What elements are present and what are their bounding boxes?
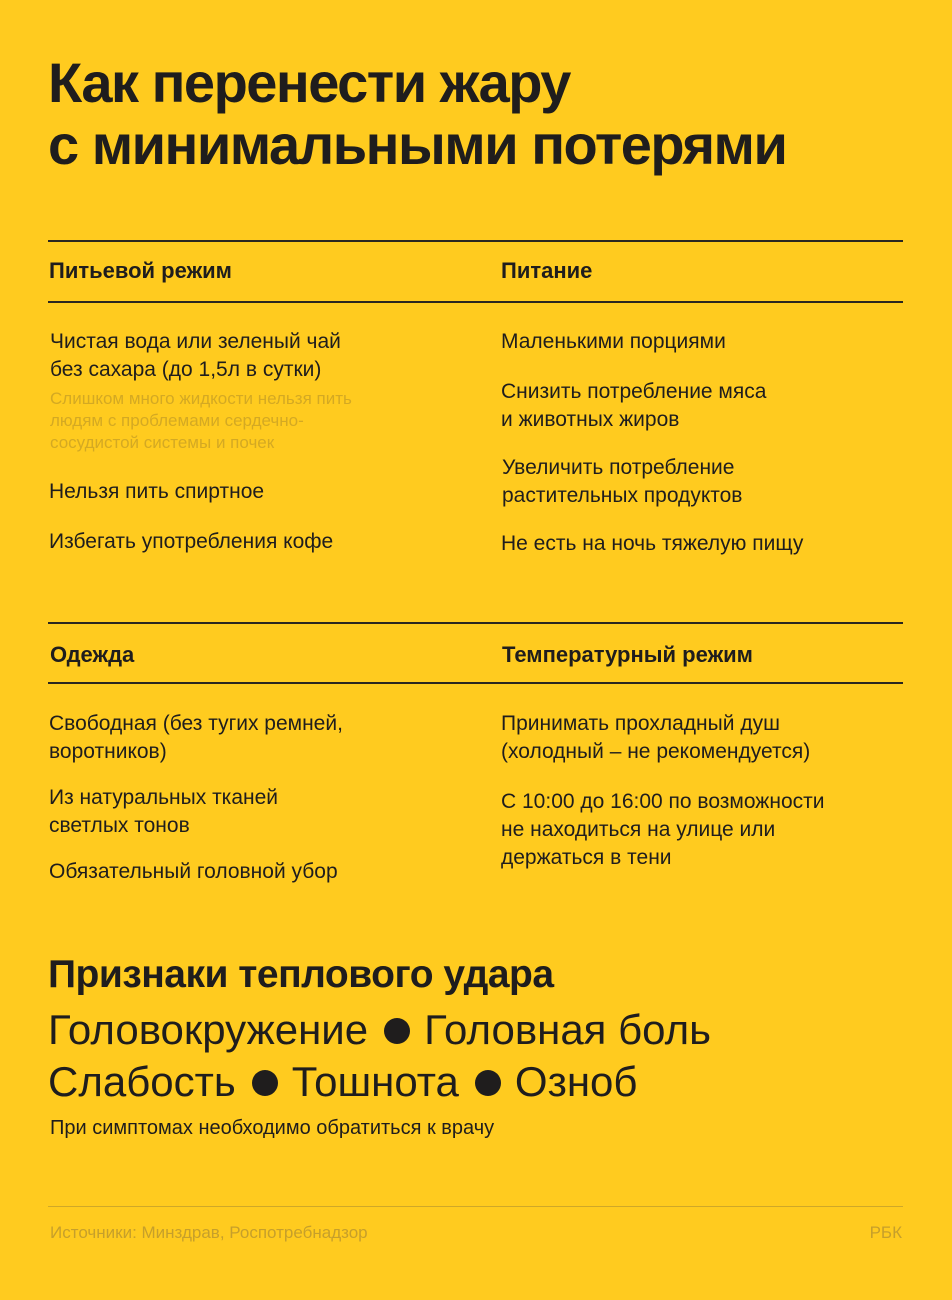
food-item-3: Увеличить потребление растительных продуктов	[502, 456, 743, 507]
temperature-item-1: Принимать прохладный душ (холодный – не рекомендуется)	[501, 712, 811, 763]
bullet-dot-icon	[384, 1018, 410, 1044]
divider-middle	[48, 622, 903, 624]
symptoms-line-1	[48, 1004, 711, 1056]
symptom: Слабость	[48, 1058, 236, 1105]
heatstroke-advice: При симптомах необходимо обратиться к врачу	[50, 1117, 495, 1139]
food-item-2: Снизить потребление мяса и животных жиров	[501, 380, 767, 431]
clothing-item-3: Обязательный головной убор	[49, 860, 338, 883]
clothing-item-2: Из натуральных тканей светлых тонов	[49, 786, 279, 837]
heading-clothing: Одежда	[50, 642, 135, 667]
drinking-item-2: Нельзя пить спиртное	[49, 480, 265, 503]
heading-food: Питание	[501, 258, 593, 283]
brand-logo: РБК	[869, 1223, 902, 1242]
bullet-dot-icon	[475, 1070, 501, 1096]
symptom: Озноб	[514, 1058, 638, 1105]
symptoms-line-2	[48, 1056, 637, 1108]
sources: Источники: Минздрав, Роспотребнадзор	[50, 1223, 368, 1242]
bullet-dot-icon	[252, 1070, 278, 1096]
divider-under-headings-2	[48, 682, 903, 684]
heatstroke-title: Признаки теплового удара	[48, 953, 554, 996]
page-title-line-2: с минимальными потерями	[48, 113, 787, 176]
food-item-1: Маленькими порциями	[501, 330, 726, 353]
symptom: Головная боль	[424, 1006, 711, 1053]
symptom: Головокружение	[48, 1006, 369, 1053]
footer-divider	[48, 1206, 903, 1207]
drinking-warning-note: Слишком много жидкости нельзя пить людям с проблемами сердечно- сосудистой системы и почек	[50, 389, 352, 452]
divider-top	[48, 240, 903, 242]
page-title	[48, 52, 918, 176]
heading-drinking: Питьевой режим	[49, 258, 232, 283]
drinking-item-3: Избегать употребления кофе	[49, 530, 334, 553]
page-title-line-1: Как перенести жару	[48, 51, 570, 114]
heading-temperature: Температурный режим	[502, 642, 753, 667]
divider-under-headings-1	[48, 301, 903, 303]
drinking-item-1: Чистая вода или зеленый чай без сахара (до 1,5л в сутки)	[50, 330, 341, 381]
symptom: Тошнота	[291, 1058, 459, 1105]
clothing-item-1: Свободная (без тугих ремней, воротников)	[49, 712, 343, 763]
food-item-4: Не есть на ночь тяжелую пищу	[501, 532, 804, 555]
temperature-item-2: С 10:00 до 16:00 по возможности не находиться на улице или держаться в тени	[501, 790, 825, 869]
